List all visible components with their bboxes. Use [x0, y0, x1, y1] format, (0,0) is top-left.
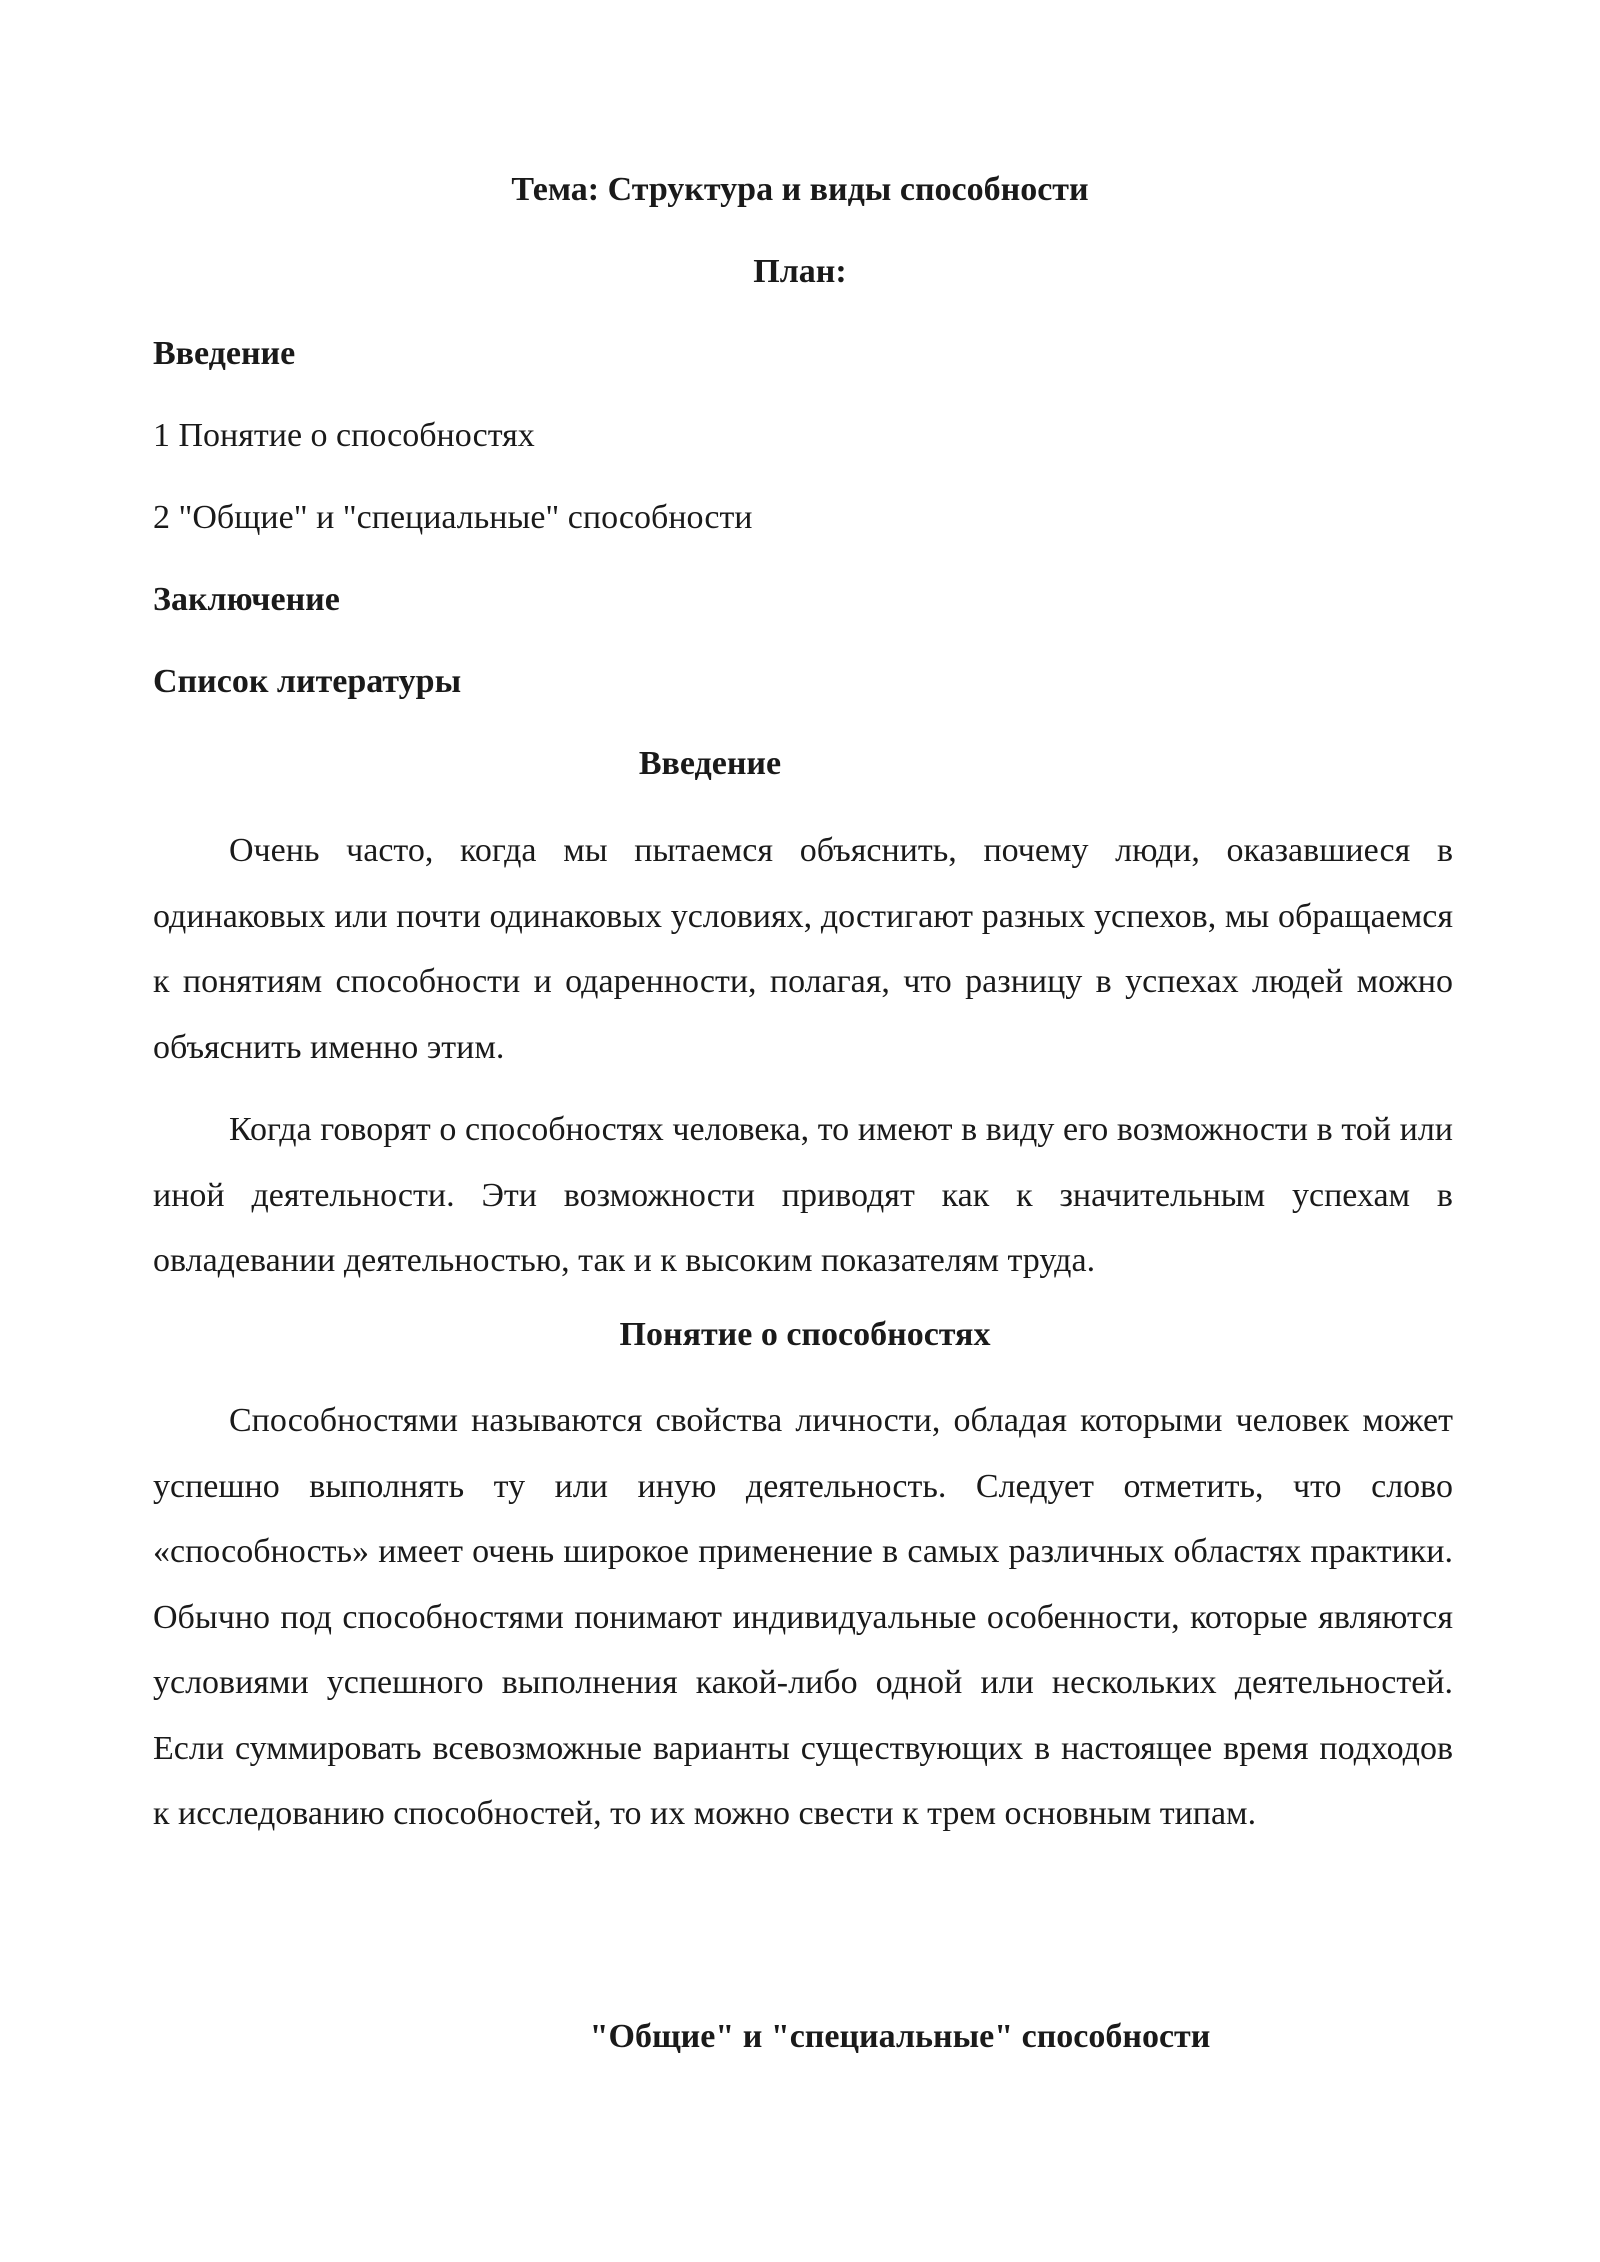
document-title: Тема: Структура и виды способности: [511, 171, 1089, 208]
section-heading-concept: Понятие о способностях: [619, 1316, 991, 1353]
plan-item-concept: 1 Понятие о способностях: [153, 417, 535, 454]
intro-paragraph-2: Когда говорят о способностях человека, то имеют в виду его возможности в той или иной деятельности. Эти возможности приводят как к значительным успехам в овладевании деятельностью, так и к высоким показателям труда.: [153, 1111, 1453, 1279]
section-heading-introduction: Введение: [638, 745, 782, 782]
plan-item-general-special: 2 "Общие" и "специальные" способности: [153, 499, 753, 536]
section-heading-general-special: "Общие" и "специальные" способности: [589, 2018, 1211, 2055]
plan-heading: План:: [753, 253, 847, 290]
plan-item-bibliography: Список литературы: [153, 663, 462, 700]
plan-item-conclusion: Заключение: [153, 581, 340, 618]
concept-paragraph-1: Способностями называются свойства личности, обладая которыми человек может успешно выполнять ту или иную деятельность. Следует отметить, что слово «способность» имеет очень широкое применение в самых различных областях практики. Обычно под способностями понимают индивидуальные особенности, которые являются условиями успешного выполнения какой-либо одной или нескольких деятельностей. Если суммировать всевозможные варианты существующих в настоящее время подходов к исследованию способностей, то их можно свести к трем основным типам.: [153, 1402, 1453, 1832]
intro-paragraph-1: Очень часто, когда мы пытаемся объяснить, почему люди, оказавшиеся в одинаковых или почти одинаковых условиях, достигают разных успехов, мы обращаемся к понятиям способности и одаренности, полагая, что разницу в успехах людей можно объяснить именно этим.: [153, 832, 1453, 1066]
plan-item-introduction: Введение: [153, 335, 296, 372]
